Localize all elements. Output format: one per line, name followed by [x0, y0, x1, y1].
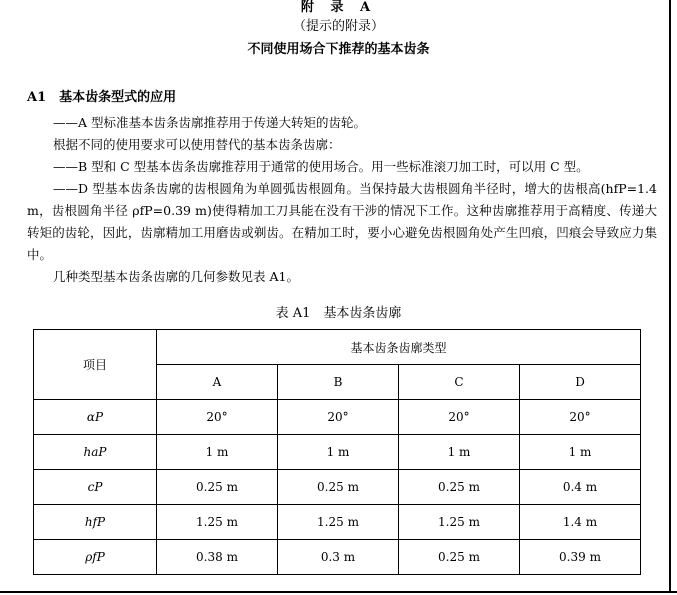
param-cell: αP: [34, 400, 157, 435]
value-cell: 1 m: [399, 435, 520, 470]
value-cell: 1 m: [278, 435, 399, 470]
appendix-title: 不同使用场合下推荐的基本齿条: [247, 42, 430, 57]
value-cell: 20°: [520, 400, 641, 435]
value-cell: 0.25 m: [278, 470, 399, 505]
paragraph-type-d: ——D 型基本齿条齿廓的齿根圆角为单圆弧齿根圆角。当保持最大齿根圆角半径时，增大的齿根高(hfP=1.4 m，齿根圆角半径 ρfP=0.39 m)使得精加工刀具能在没有干涉的情况下工作。这种齿廓推荐用于高精度、传递大转矩的齿轮，因此，齿廓精加工用磨齿或剃齿。在精加工时，要小心避免齿根圆角处产生凹痕，凹痕会导致应力集中。: [27, 181, 657, 262]
table-row: [34, 540, 641, 575]
param-cell: hfP: [34, 505, 157, 540]
page-edge-right: [669, 0, 671, 591]
value-cell: 1 m: [520, 435, 641, 470]
value-cell: 0.38 m: [157, 540, 278, 575]
section-heading: A1 基本齿条型式的应用: [27, 90, 177, 105]
type-b-header: B: [278, 365, 399, 400]
value-cell: 1.25 m: [278, 505, 399, 540]
value-cell: 0.3 m: [278, 540, 399, 575]
value-cell: 1 m: [157, 435, 278, 470]
appendix-note: （提示的附录）: [292, 19, 384, 34]
table-row: [34, 505, 641, 540]
value-cell: 1.25 m: [157, 505, 278, 540]
type-a-header: A: [157, 365, 278, 400]
type-d-header: D: [520, 365, 641, 400]
value-cell: 20°: [278, 400, 399, 435]
paragraph-type-bc: ——B 型和 C 型基本齿条齿廓推荐用于通常的使用场合。用一些标准滚刀加工时，可以用 C 型。: [53, 159, 589, 174]
table-row: [34, 400, 641, 435]
paragraph-alternatives: 根据不同的使用要求可以使用替代的基本齿条齿廓：: [53, 137, 341, 152]
col-group-header: 基本齿条齿廓类型: [157, 330, 641, 365]
value-cell: 1.25 m: [399, 505, 520, 540]
paragraph-table-ref: 几种类型基本齿条齿廓的几何参数见表 A1。: [53, 269, 299, 284]
value-cell: 0.25 m: [399, 470, 520, 505]
value-cell: 20°: [157, 400, 278, 435]
paragraph-type-a: ——A 型标准基本齿条齿廓推荐用于传递大转矩的齿轮。: [53, 115, 367, 130]
profile-table: [33, 329, 641, 575]
param-cell: ρfP: [34, 540, 157, 575]
value-cell: 0.4 m: [520, 470, 641, 505]
col-item-header: 项目: [34, 330, 157, 400]
table-row: [34, 470, 641, 505]
value-cell: 0.25 m: [157, 470, 278, 505]
param-cell: haP: [34, 435, 157, 470]
value-cell: 1.4 m: [520, 505, 641, 540]
value-cell: 0.25 m: [399, 540, 520, 575]
value-cell: 0.39 m: [520, 540, 641, 575]
page-edge-bottom: [0, 591, 677, 593]
appendix-label: 附 录 A: [300, 0, 377, 15]
table-row: [34, 435, 641, 470]
value-cell: 20°: [399, 400, 520, 435]
table-caption: 表 A1 基本齿条齿廓: [275, 306, 402, 321]
type-c-header: C: [399, 365, 520, 400]
param-cell: cP: [34, 470, 157, 505]
